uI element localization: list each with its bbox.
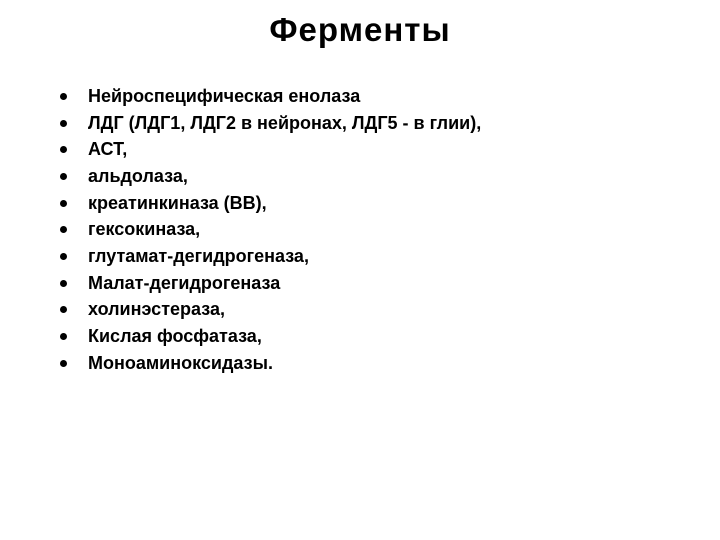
list-item-text: Моноаминоксидазы. bbox=[88, 352, 273, 373]
list-item bbox=[60, 323, 481, 350]
bullet-icon bbox=[60, 360, 67, 367]
list-item-text: АСТ, bbox=[88, 139, 128, 160]
bullet-icon bbox=[60, 120, 67, 127]
list-item-text: ЛДГ (ЛДГ1, ЛДГ2 в нейронах, ЛДГ5 - в глии), bbox=[88, 112, 482, 133]
list-item-text: Нейроспецифическая енолаза bbox=[88, 85, 361, 106]
list-item-text: глутамат-дегидрогеназа, bbox=[88, 245, 309, 266]
list-item bbox=[60, 163, 481, 190]
bullet-icon bbox=[60, 280, 67, 287]
list-item bbox=[60, 350, 481, 377]
bullet-icon bbox=[60, 333, 67, 340]
bullet-icon bbox=[60, 306, 67, 313]
list-item bbox=[60, 297, 481, 324]
enzyme-list bbox=[60, 83, 481, 377]
bullet-icon bbox=[60, 226, 67, 233]
list-item bbox=[60, 243, 481, 270]
list-item-text: альдолаза, bbox=[88, 165, 188, 186]
list-item-text: Малат-дегидрогеназа bbox=[88, 272, 281, 293]
list-item bbox=[60, 216, 481, 243]
bullet-icon bbox=[60, 93, 67, 100]
list-item-text: Кислая фосфатаза, bbox=[88, 326, 262, 347]
list-item bbox=[60, 136, 481, 163]
list-item-text: гексокиназа, bbox=[88, 219, 201, 240]
bullet-icon bbox=[60, 253, 67, 260]
list-item-text: креатинкиназа (ВВ), bbox=[88, 192, 267, 213]
bullet-icon bbox=[60, 146, 67, 153]
bullet-icon bbox=[60, 173, 67, 180]
list-item bbox=[60, 110, 481, 137]
list-item bbox=[60, 83, 481, 110]
list-item-text: холинэстераза, bbox=[88, 299, 225, 320]
list-item bbox=[60, 190, 481, 217]
bullet-icon bbox=[60, 200, 67, 207]
slide-title: Ферменты bbox=[269, 11, 451, 48]
list-item bbox=[60, 270, 481, 297]
